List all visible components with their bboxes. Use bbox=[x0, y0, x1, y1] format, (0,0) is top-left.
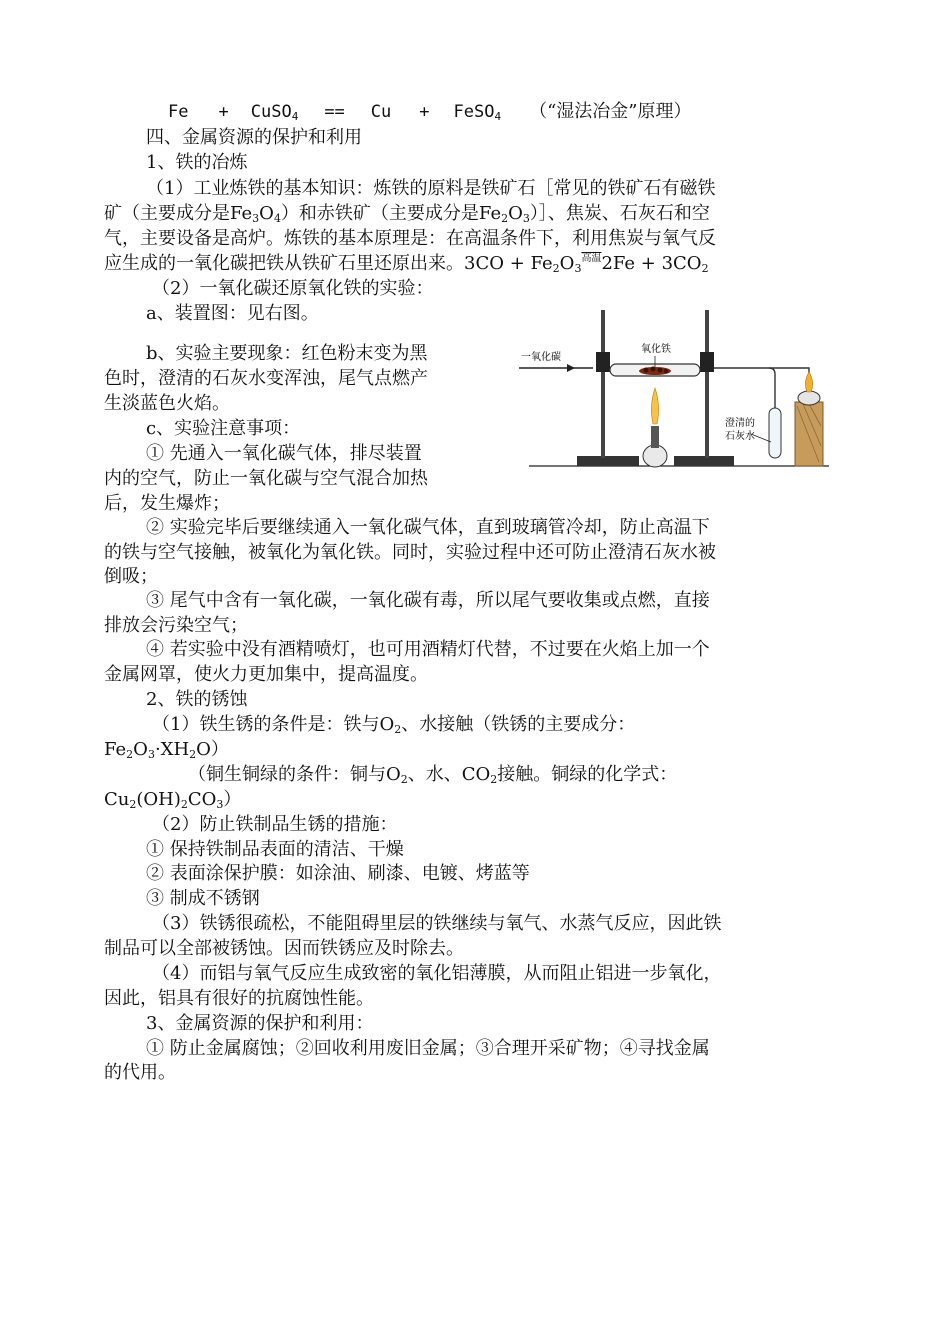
sub: 3 bbox=[574, 262, 582, 275]
sub: 4 bbox=[273, 212, 281, 225]
sub: 2 bbox=[490, 773, 498, 786]
eq-cuso: CuSO bbox=[250, 102, 292, 122]
text: 矿（主要成分是Fe bbox=[104, 203, 253, 224]
text: O bbox=[259, 203, 274, 224]
sub: 2 bbox=[189, 748, 197, 761]
paragraph-line: a、装置图：见右图。 bbox=[146, 303, 319, 324]
text: 、水、CO bbox=[407, 764, 491, 785]
powder-grain bbox=[651, 367, 656, 372]
stand-base bbox=[577, 456, 639, 466]
clamp bbox=[700, 352, 714, 372]
sub: 2 bbox=[126, 748, 134, 761]
eq-plus: + bbox=[419, 102, 430, 122]
text: （铜生铜绿的条件：铜与O bbox=[188, 764, 401, 785]
paragraph-line: 排放会污染空气； bbox=[104, 615, 248, 636]
label-limewater-1: 澄清的 bbox=[725, 418, 755, 429]
limewater-tube bbox=[769, 408, 781, 458]
paragraph-line: （2）一氧化碳还原氧化铁的实验： bbox=[152, 278, 434, 299]
paragraph-line: ③ 尾气中含有一氧化碳，一氧化碳有毒，所以尾气要收集或点燃，直接 bbox=[146, 590, 710, 611]
paragraph-line: 的代用。 bbox=[104, 1062, 176, 1083]
paragraph-line: c、实验注意事项： bbox=[146, 418, 301, 439]
paragraph-line: 生淡蓝色火焰。 bbox=[104, 393, 230, 414]
paragraph-line: （3）铁锈很疏松，不能阻碍里层的铁继续与氧气、水蒸气反应，因此铁 bbox=[152, 913, 722, 934]
stand-rod bbox=[705, 310, 709, 458]
sub: 2 bbox=[701, 262, 709, 275]
label-limewater-2: 石灰水 bbox=[725, 431, 755, 442]
powder-grain bbox=[664, 369, 668, 373]
label-co: 一氧化碳 bbox=[521, 352, 561, 363]
outlet-tube bbox=[714, 368, 775, 456]
paragraph-line: （4）而铝与氧气反应生成致密的氧化铝薄膜，从而阻止铝进一步氧化， bbox=[152, 963, 722, 984]
text: ）］、焦炭、石灰石和空 bbox=[529, 203, 710, 224]
sub: 2 bbox=[552, 262, 560, 275]
sub: 2 bbox=[129, 798, 137, 811]
subsection-title: 3、金属资源的保护和利用： bbox=[146, 1013, 374, 1034]
sub: 2 bbox=[180, 798, 188, 811]
paragraph-line: （2）防止铁制品生锈的措施： bbox=[152, 814, 398, 835]
text: (OH) bbox=[136, 789, 181, 810]
sub: 3 bbox=[252, 212, 260, 225]
sub: 2 bbox=[400, 773, 408, 786]
sub: 2 bbox=[394, 723, 402, 736]
sub: 3 bbox=[522, 212, 530, 225]
eq-sub: 4 bbox=[494, 110, 502, 123]
text: O bbox=[133, 739, 148, 760]
text: 2Fe + 3CO bbox=[601, 253, 702, 274]
sub: 3 bbox=[147, 748, 155, 761]
sub: 2 bbox=[501, 212, 509, 225]
text: O） bbox=[196, 739, 229, 760]
tail-burner bbox=[798, 391, 820, 405]
paragraph-line: ① 防止金属腐蚀；②回收利用废旧金属；③合理开采矿物；④寻找金属 bbox=[146, 1038, 710, 1059]
paragraph-line: ① 先通入一氧化碳气体，排尽装置 bbox=[146, 443, 422, 464]
eq-plus: + bbox=[218, 102, 229, 122]
paragraph-line: 内的空气，防止一氧化碳与空气混合加热 bbox=[104, 468, 428, 489]
burner-neck bbox=[651, 426, 659, 448]
text: 应生成的一氧化碳把铁从铁矿石里还原出来。3CO + Fe bbox=[104, 253, 553, 274]
stand-base bbox=[674, 456, 734, 466]
paragraph-line: 因此，铝具有很好的抗腐蚀性能。 bbox=[104, 988, 374, 1009]
reaction-condition: 高温 bbox=[581, 253, 602, 264]
eq-feso: FeSO bbox=[453, 102, 495, 122]
subsection-title: 2、铁的锈蚀 bbox=[146, 689, 248, 710]
text: （1）铁生锈的条件是：铁与O bbox=[152, 714, 395, 735]
powder-grain bbox=[644, 368, 649, 373]
paragraph-line bbox=[188, 762, 677, 793]
text: ） bbox=[223, 789, 242, 810]
paragraph-line: （1）工业炼铁的基本知识：炼铁的原料是铁矿石［常见的铁矿石有磁铁 bbox=[146, 178, 716, 199]
paragraph-line: 金属网罩，使火力更加集中，提高温度。 bbox=[104, 664, 428, 685]
stand-rod bbox=[601, 310, 605, 458]
text: O bbox=[559, 253, 575, 274]
label-iron-oxide: 氧化铁 bbox=[641, 344, 671, 355]
tail-flame-icon bbox=[805, 372, 812, 392]
text: O bbox=[508, 203, 523, 224]
eq-fe: Fe bbox=[168, 102, 189, 122]
paragraph-line: ④ 若实验中没有酒精喷灯，也可用酒精灯代替，不过要在火焰上加一个 bbox=[146, 639, 710, 660]
eq-note: （“湿法冶金”原理） bbox=[529, 101, 692, 122]
paragraph-line: 倒吸； bbox=[104, 566, 158, 587]
powder-grain bbox=[658, 368, 663, 373]
co-reduction-apparatus-figure bbox=[519, 306, 832, 471]
paragraph-line: 后，发生爆炸； bbox=[104, 493, 230, 514]
eq-equals: == bbox=[324, 102, 345, 122]
arrow-icon bbox=[567, 364, 575, 372]
text: ·XH bbox=[154, 739, 190, 760]
text: ）和赤铁矿（主要成分是Fe bbox=[280, 203, 502, 224]
sub: 3 bbox=[216, 798, 224, 811]
paragraph-line: ③ 制成不锈钢 bbox=[146, 888, 260, 909]
paragraph-line: ② 实验完毕后要继续通入一氧化碳气体，直到玻璃管冷却，防止高温下 bbox=[146, 517, 710, 538]
text: Cu bbox=[104, 789, 130, 810]
paragraph-line: ② 表面涂保护膜：如涂油、刷漆、电镀、烤蓝等 bbox=[146, 863, 530, 884]
paragraph-line: 气，主要设备是高炉。炼铁的基本原理是：在高温条件下，利用焦炭与氧气反 bbox=[104, 228, 716, 249]
text: CO bbox=[187, 789, 217, 810]
paragraph-line: b、实验主要现象：红色粉末变为黑 bbox=[146, 343, 428, 364]
section-title: 四、金属资源的保护和利用 bbox=[146, 127, 362, 148]
text: 、水接触（铁锈的主要成分： bbox=[401, 714, 636, 735]
paragraph-line: 制品可以全部被锈蚀。因而铁锈应及时除去。 bbox=[104, 938, 464, 959]
text: Fe bbox=[104, 739, 127, 760]
clamp bbox=[596, 352, 610, 372]
eq-sub: 4 bbox=[291, 110, 299, 123]
eq-cu: Cu bbox=[370, 102, 392, 122]
text: 接触。铜绿的化学式： bbox=[497, 764, 678, 785]
burner-body bbox=[643, 445, 667, 467]
paragraph-line: 色时，澄清的石灰水变浑浊，尾气点燃产 bbox=[104, 368, 428, 389]
paragraph-line: ① 保持铁制品表面的清洁、干燥 bbox=[146, 839, 404, 860]
subsection-title: 1、铁的冶炼 bbox=[146, 152, 248, 173]
flame-icon bbox=[651, 388, 658, 424]
paragraph-line: 的铁与空气接触，被氧化为氧化铁。同时，实验过程中还可防止澄清石灰水被 bbox=[104, 542, 716, 563]
